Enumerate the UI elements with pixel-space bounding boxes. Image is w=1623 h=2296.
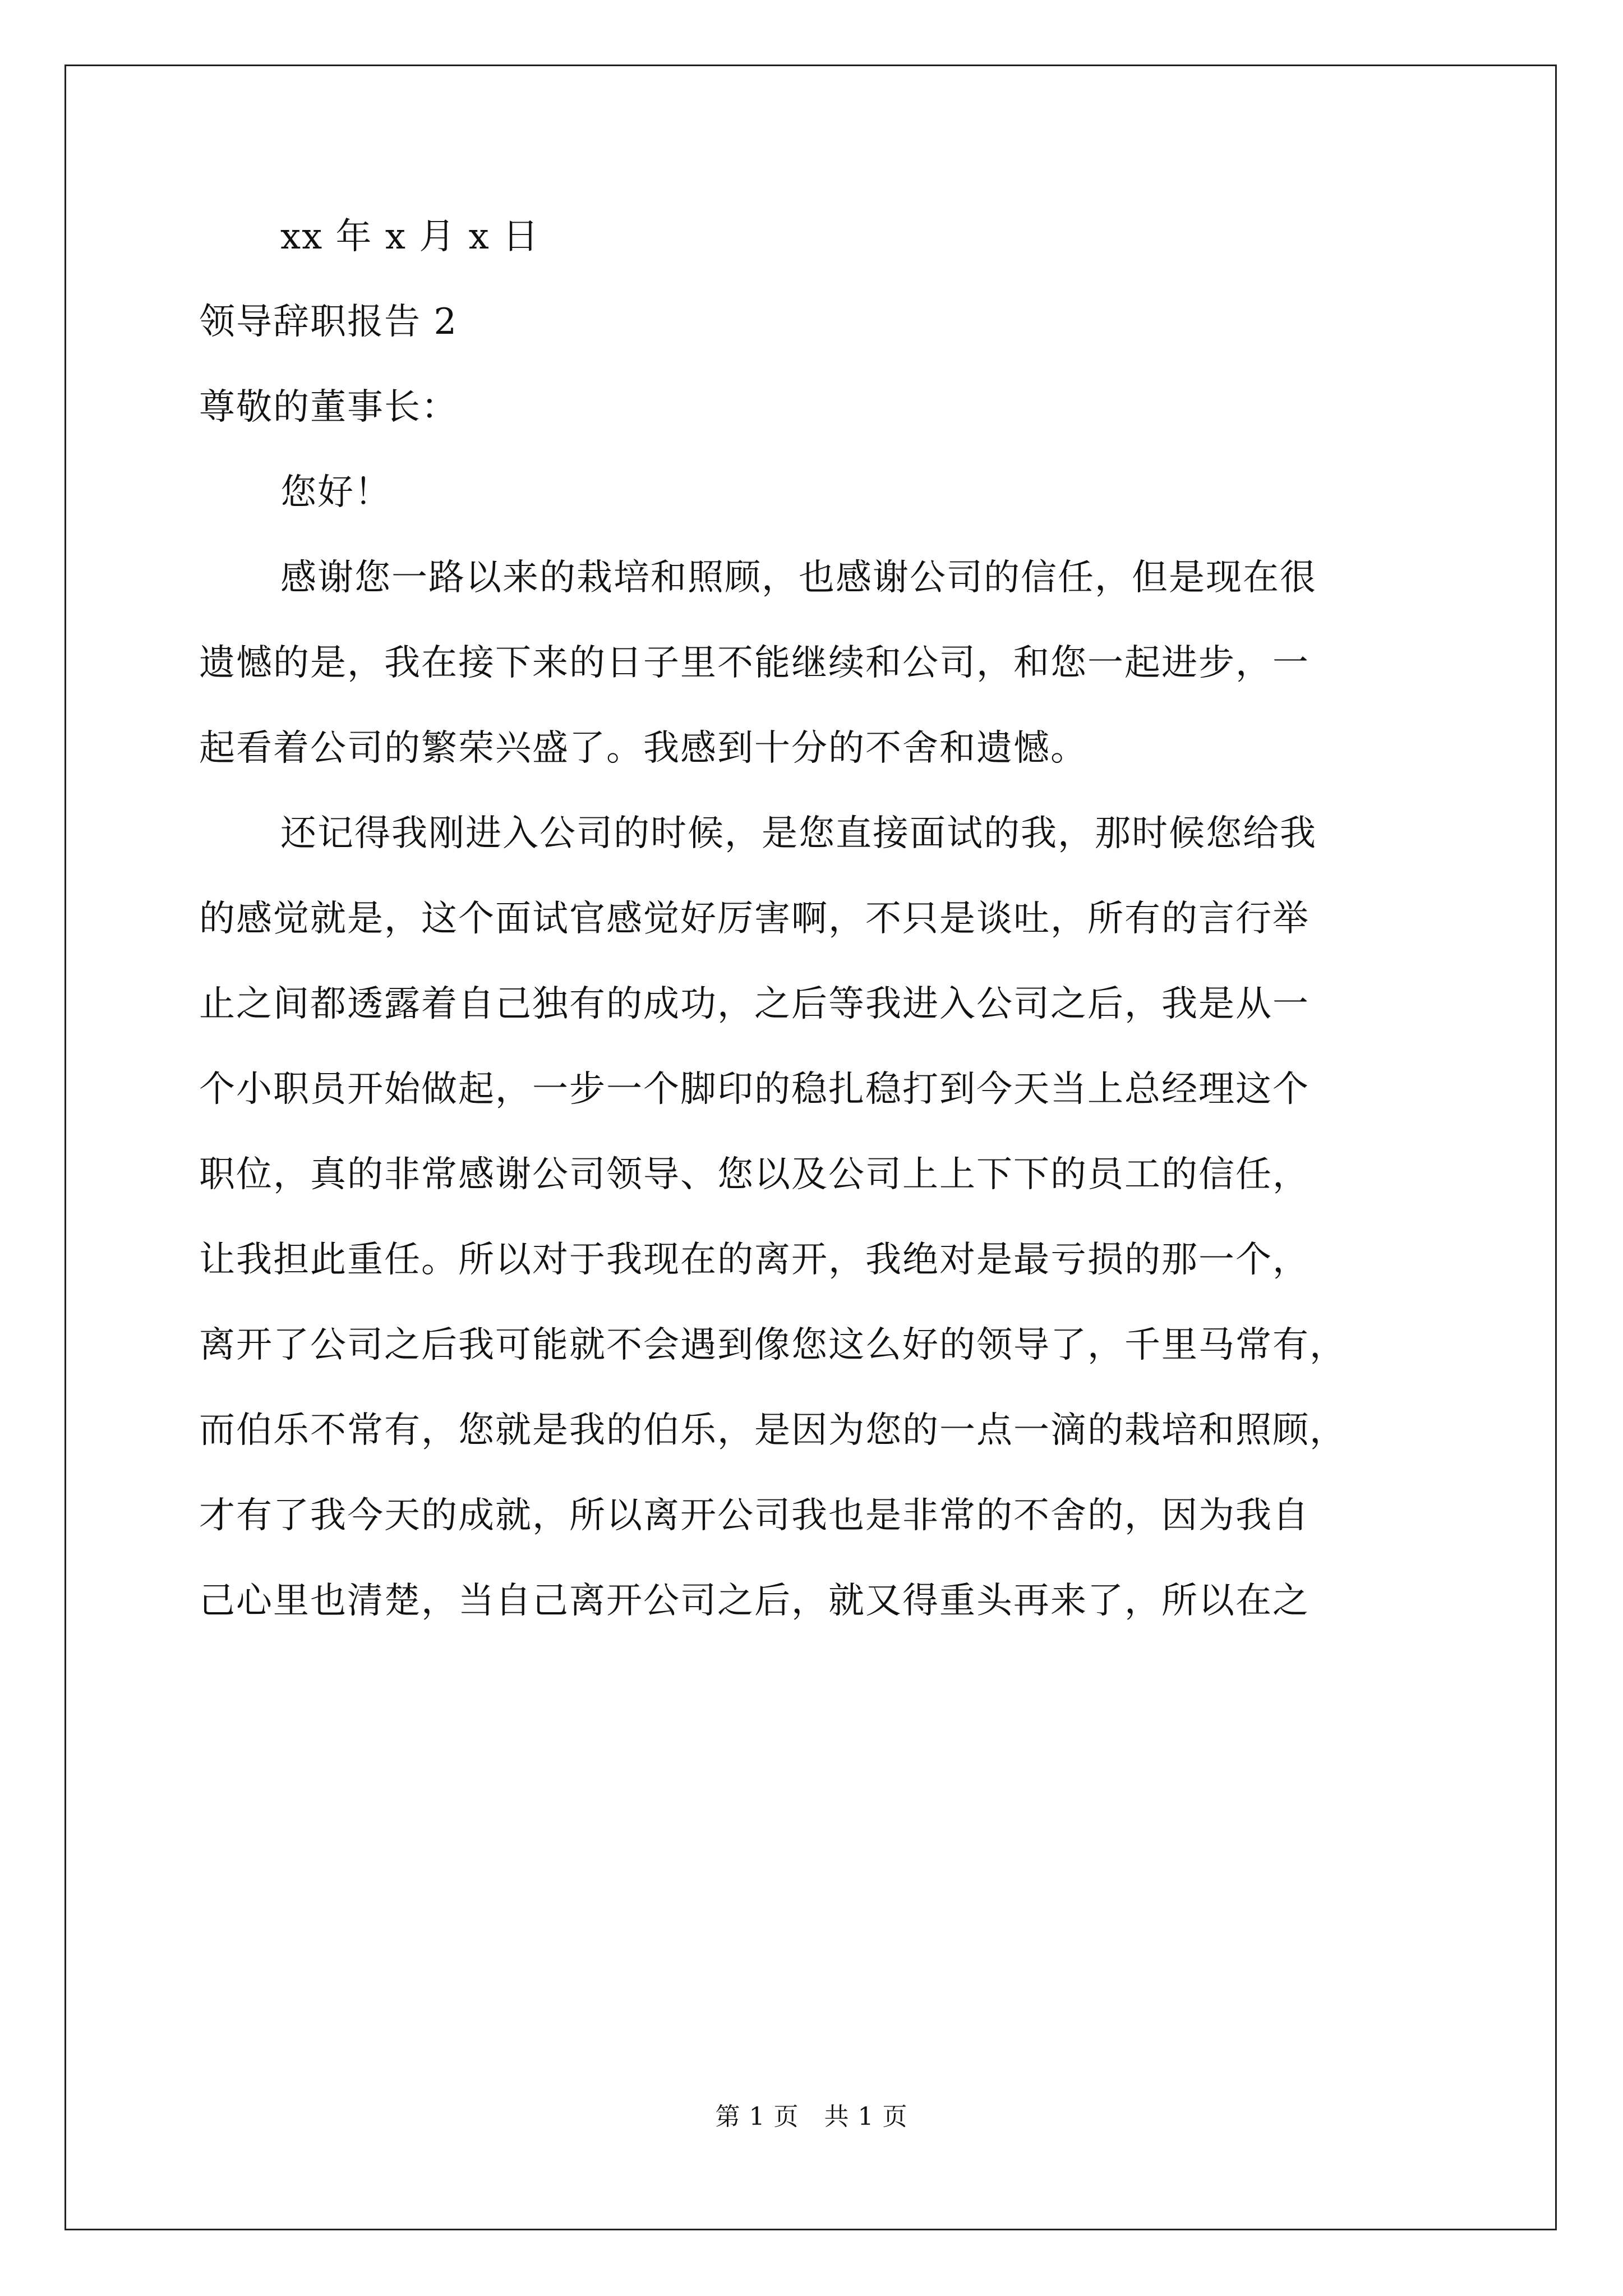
- paragraph-line: 起看着公司的繁荣兴盛了。我感到十分的不舍和遗憾。: [199, 728, 1087, 769]
- page-number-footer: 第 1 页 共 1 页: [715, 2102, 908, 2131]
- greeting: 您好！: [280, 472, 391, 513]
- paragraph-line: 职位，真的非常感谢公司领导、您以及公司上上下下的员工的信任，: [199, 1154, 1310, 1195]
- paragraph-line: 止之间都透露着自己独有的成功，之后等我进入公司之后，我是从一: [199, 983, 1310, 1025]
- paragraph-line: 遗憾的是，我在接下来的日子里不能继续和公司，和您一起进步，一: [199, 642, 1310, 684]
- paragraph-line: 的感觉就是，这个面试官感觉好厉害啊，不只是谈吐，所有的言行举: [199, 898, 1310, 940]
- paragraph-line: 而伯乐不常有，您就是我的伯乐，是因为您的一点一滴的栽培和照顾，: [199, 1410, 1347, 1451]
- salutation: 尊敬的董事长：: [199, 386, 458, 428]
- date-line: xx 年 x 月 x 日: [280, 216, 540, 257]
- paragraph-line: 才有了我今天的成就，所以离开公司我也是非常的不舍的，因为我自: [199, 1495, 1310, 1536]
- document-title: 领导辞职报告 2: [199, 301, 458, 343]
- paragraph-line: 还记得我刚进入公司的时候，是您直接面试的我，那时候您给我: [280, 813, 1317, 854]
- paragraph-line: 感谢您一路以来的栽培和照顾，也感谢公司的信任，但是现在很: [280, 557, 1317, 599]
- paragraph-line: 让我担此重任。所以对于我现在的离开，我绝对是最亏损的那一个，: [199, 1239, 1310, 1281]
- paragraph-line: 个小职员开始做起，一步一个脚印的稳扎稳打到今天当上总经理这个: [199, 1069, 1310, 1110]
- paragraph-line: 离开了公司之后我可能就不会遇到像您这么好的领导了，千里马常有，: [199, 1324, 1347, 1366]
- paragraph-line: 己心里也清楚，当自己离开公司之后，就又得重头再来了，所以在之: [199, 1580, 1310, 1622]
